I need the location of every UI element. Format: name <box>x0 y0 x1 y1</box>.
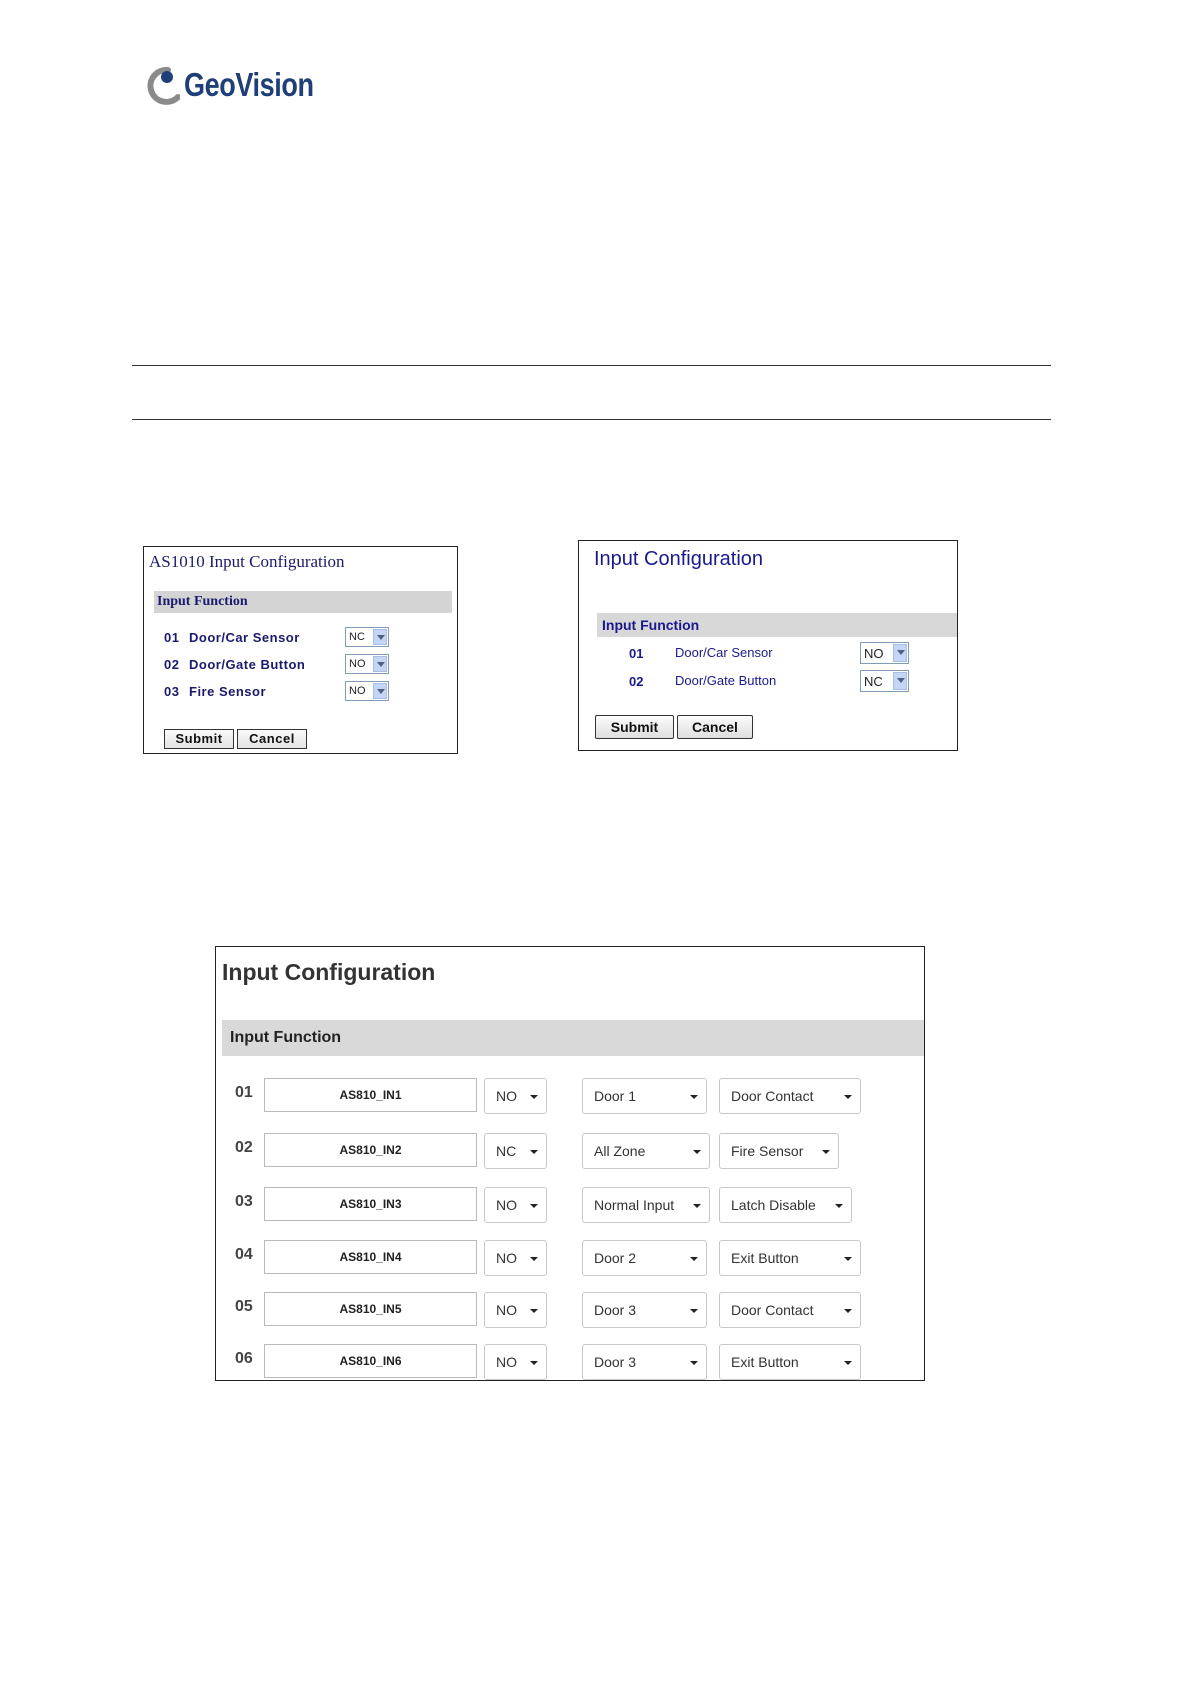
caret-down-icon <box>693 1204 701 1208</box>
cancel-button[interactable]: Cancel <box>237 729 307 749</box>
contact-type-select[interactable] <box>345 627 389 647</box>
input-number: 06 <box>235 1350 253 1367</box>
input-number: 02 <box>629 674 644 689</box>
input-row <box>216 1187 924 1223</box>
select-value: All Zone <box>594 1143 646 1159</box>
input-row <box>216 1240 924 1276</box>
target-select[interactable] <box>582 1344 707 1380</box>
caret-down-icon <box>844 1309 852 1313</box>
input-number: 04 <box>235 1246 253 1263</box>
target-select[interactable] <box>582 1240 707 1276</box>
select-value: Door 2 <box>594 1250 637 1266</box>
caret-down-icon <box>530 1309 538 1313</box>
contact-type-select[interactable] <box>860 642 909 664</box>
select-value: NO <box>496 1354 517 1370</box>
select-value: Fire Sensor <box>731 1143 804 1159</box>
logo-text: GeoVision <box>184 66 314 103</box>
input-label: Door/Car Sensor <box>675 645 773 660</box>
cancel-button[interactable]: Cancel <box>677 715 753 739</box>
header-rule <box>132 365 1051 366</box>
dropdown-arrow-icon[interactable] <box>893 672 907 690</box>
section-title: Input Function <box>602 617 700 633</box>
input-row <box>216 1344 924 1380</box>
contact-state-select[interactable] <box>484 1292 547 1328</box>
contact-type-select[interactable] <box>345 654 389 674</box>
caret-down-icon <box>693 1150 701 1154</box>
input-row <box>629 642 949 666</box>
input-label: Fire Sensor <box>189 684 267 699</box>
input-label: Door/Gate Button <box>189 657 306 672</box>
caret-down-icon <box>844 1095 852 1099</box>
input-name-field[interactable]: AS810_IN1 <box>264 1078 477 1112</box>
select-value: NO <box>349 685 366 697</box>
function-select[interactable] <box>719 1078 861 1114</box>
function-select[interactable] <box>719 1292 861 1328</box>
input-name-field[interactable]: AS810_IN5 <box>264 1292 477 1326</box>
section-title: Input Function <box>157 594 248 609</box>
panel-title: AS1010 Input Configuration <box>149 552 345 571</box>
select-value: NO <box>349 658 366 670</box>
caret-down-icon <box>690 1095 698 1099</box>
contact-type-select[interactable] <box>345 681 389 701</box>
geovision-logo-icon <box>146 64 180 106</box>
input-number: 01 <box>629 646 644 661</box>
function-select[interactable] <box>719 1187 852 1223</box>
submit-button[interactable]: Submit <box>164 729 234 749</box>
target-select[interactable] <box>582 1187 710 1223</box>
contact-state-select[interactable] <box>484 1133 547 1169</box>
select-value: NC <box>864 674 883 689</box>
dropdown-arrow-icon[interactable] <box>893 644 907 662</box>
input-name-field[interactable]: AS810_IN4 <box>264 1240 477 1274</box>
contact-state-select[interactable] <box>484 1078 547 1114</box>
caret-down-icon <box>530 1361 538 1365</box>
input-number: 03 <box>235 1193 253 1210</box>
target-select[interactable] <box>582 1078 707 1114</box>
select-value: NO <box>496 1250 517 1266</box>
select-value: Door 3 <box>594 1354 637 1370</box>
input-row <box>629 670 949 694</box>
caret-down-icon <box>530 1204 538 1208</box>
caret-down-icon <box>822 1150 830 1154</box>
input-name-field[interactable]: AS810_IN3 <box>264 1187 477 1221</box>
input-number: 05 <box>235 1298 253 1315</box>
input-config-panel-small <box>578 540 958 751</box>
input-number: 01 <box>164 630 180 645</box>
input-row <box>216 1292 924 1328</box>
select-value: NC <box>496 1143 517 1159</box>
dropdown-arrow-icon[interactable] <box>373 656 387 672</box>
select-value: NO <box>496 1197 517 1213</box>
submit-button[interactable]: Submit <box>595 715 674 739</box>
target-select[interactable] <box>582 1292 707 1328</box>
function-select[interactable] <box>719 1344 861 1380</box>
caret-down-icon <box>835 1204 843 1208</box>
caret-down-icon <box>844 1257 852 1261</box>
contact-state-select[interactable] <box>484 1240 547 1276</box>
function-select[interactable] <box>719 1133 839 1169</box>
caret-down-icon <box>530 1150 538 1154</box>
geovision-logo <box>146 62 342 108</box>
select-value: Exit Button <box>731 1250 799 1266</box>
caret-down-icon <box>690 1309 698 1313</box>
section-header <box>222 1020 924 1056</box>
select-value: NO <box>496 1088 517 1104</box>
section-title: Input Function <box>230 1029 342 1046</box>
panel-title: Input Configuration <box>222 959 436 985</box>
caret-down-icon <box>690 1361 698 1365</box>
contact-state-select[interactable] <box>484 1187 547 1223</box>
section-header <box>154 591 452 613</box>
as810-input-config-panel <box>215 946 925 1381</box>
dropdown-arrow-icon[interactable] <box>373 683 387 699</box>
input-row <box>164 654 454 676</box>
select-value: Exit Button <box>731 1354 799 1370</box>
input-name-field[interactable]: AS810_IN6 <box>264 1344 477 1378</box>
contact-state-select[interactable] <box>484 1344 547 1380</box>
input-row <box>216 1078 924 1114</box>
input-name-field[interactable]: AS810_IN2 <box>264 1133 477 1167</box>
caret-down-icon <box>690 1257 698 1261</box>
select-value: Latch Disable <box>731 1197 816 1213</box>
input-label: Door/Gate Button <box>675 673 777 688</box>
select-value: Normal Input <box>594 1197 675 1213</box>
caret-down-icon <box>530 1095 538 1099</box>
contact-type-select[interactable] <box>860 670 909 692</box>
caret-down-icon <box>844 1361 852 1365</box>
dropdown-arrow-icon[interactable] <box>373 629 387 645</box>
divider-rule <box>132 419 1051 420</box>
input-number: 03 <box>164 684 180 699</box>
input-row <box>216 1133 924 1169</box>
section-header <box>597 613 957 637</box>
input-number: 01 <box>235 1084 253 1101</box>
input-label: Door/Car Sensor <box>189 630 300 645</box>
select-value: Door Contact <box>731 1302 814 1318</box>
input-number: 02 <box>235 1139 253 1156</box>
select-value: NO <box>496 1302 517 1318</box>
target-select[interactable] <box>582 1133 710 1169</box>
select-value: NC <box>349 631 365 643</box>
function-select[interactable] <box>719 1240 861 1276</box>
select-value: Door 3 <box>594 1302 637 1318</box>
as1010-input-config-panel <box>143 546 458 754</box>
select-value: NO <box>864 646 884 661</box>
input-row <box>164 681 454 703</box>
caret-down-icon <box>530 1257 538 1261</box>
input-number: 02 <box>164 657 180 672</box>
select-value: Door Contact <box>731 1088 814 1104</box>
panel-title: Input Configuration <box>594 548 764 570</box>
select-value: Door 1 <box>594 1088 637 1104</box>
input-row <box>164 627 454 649</box>
